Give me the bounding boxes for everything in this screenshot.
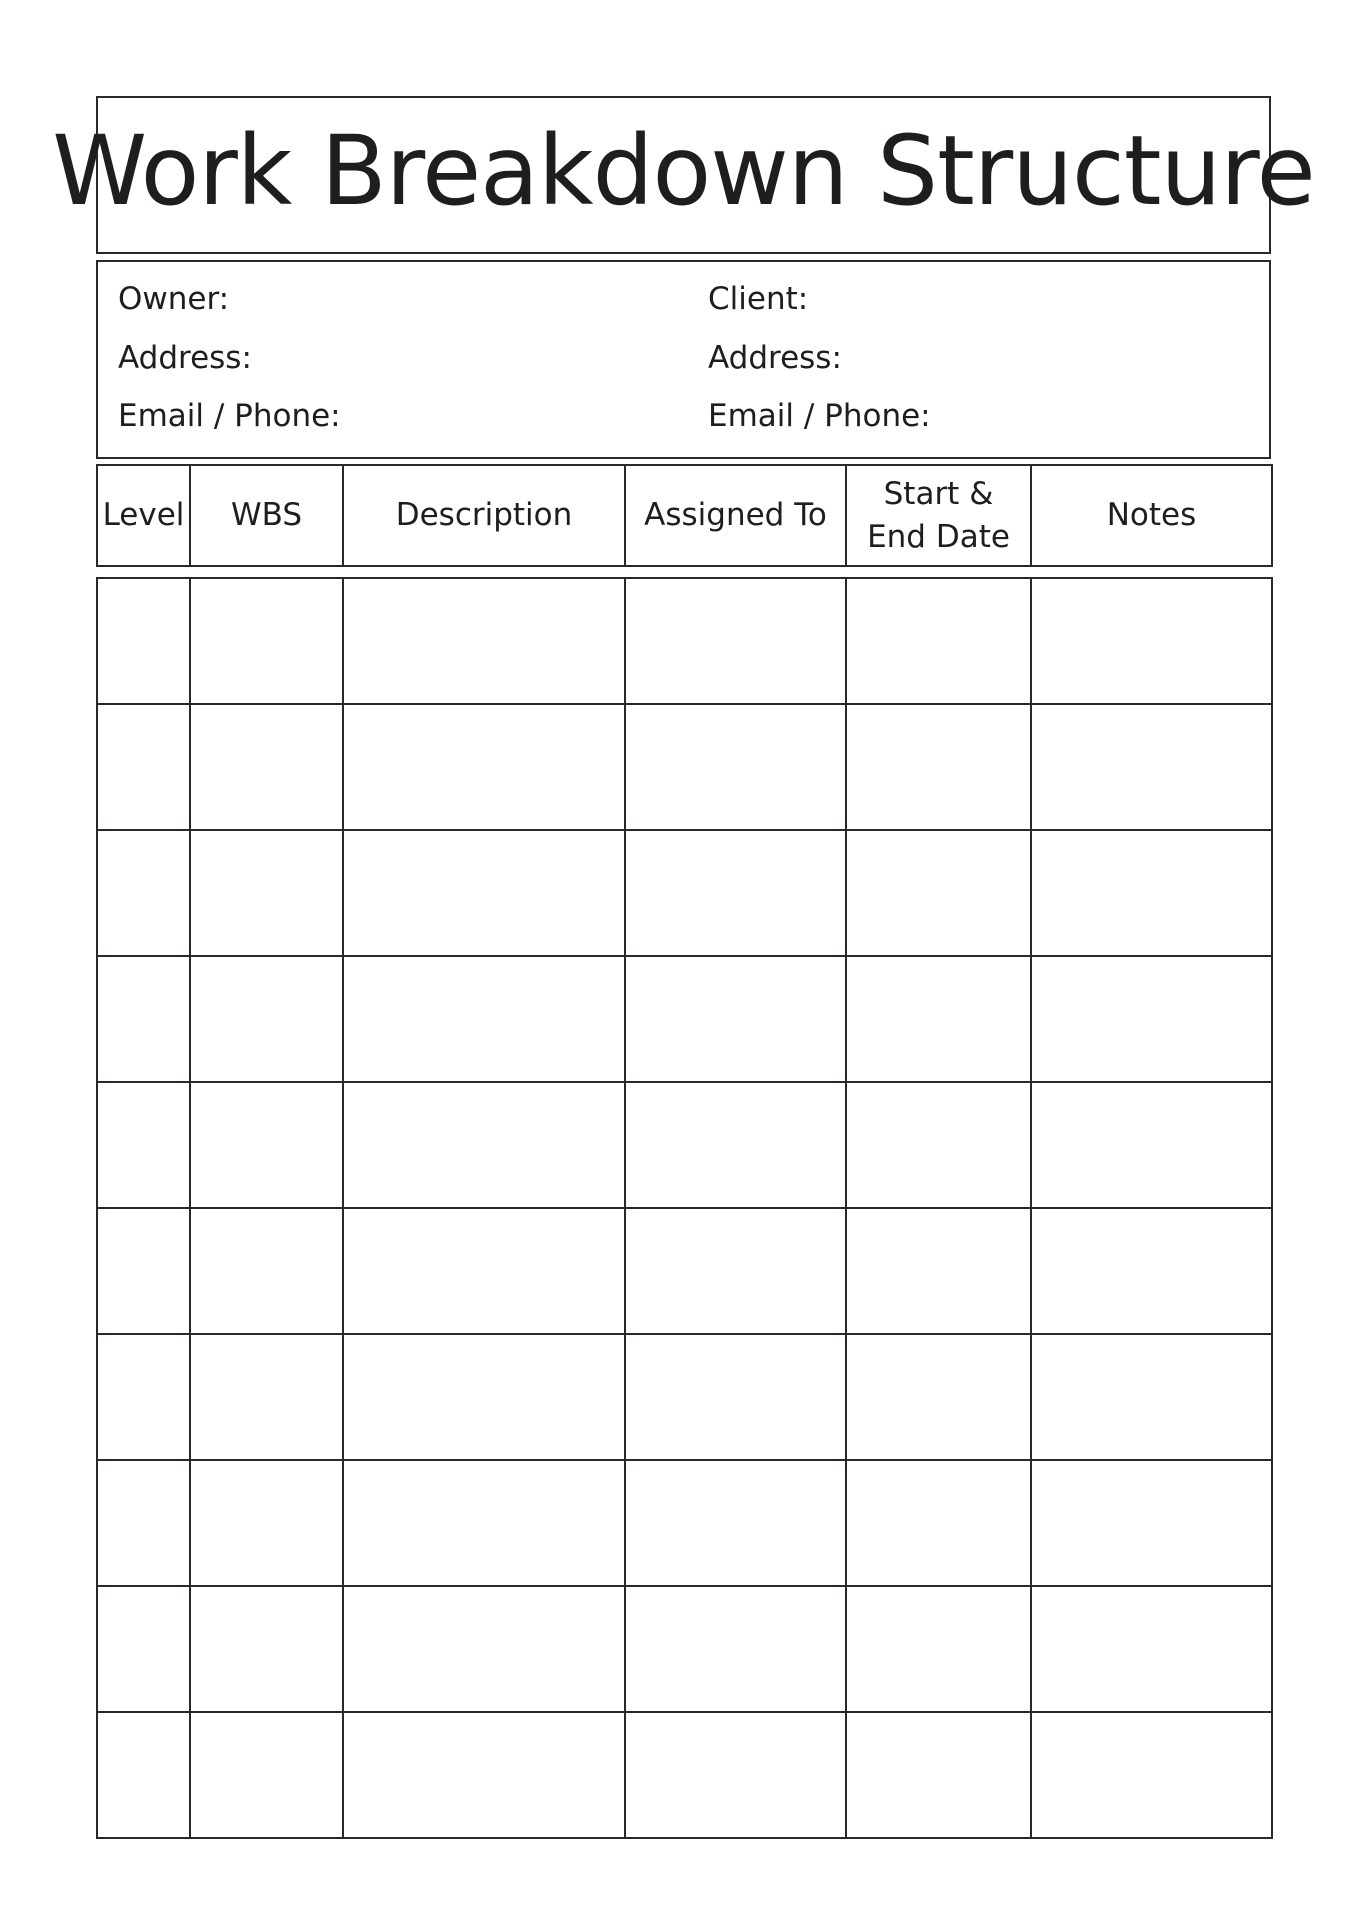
header-assigned-to: Assigned To [625,465,846,566]
start-end-date-cell[interactable] [846,1586,1031,1712]
table-row [97,578,1272,704]
owner-address-label: Address: [118,340,252,376]
header-description: Description [343,465,625,566]
start-end-date-cell[interactable] [846,1460,1031,1586]
wbs-cell[interactable] [190,578,343,704]
assigned-to-cell[interactable] [625,704,846,830]
wbs-cell[interactable] [190,1082,343,1208]
table-row [97,1082,1272,1208]
notes-cell[interactable] [1031,830,1272,956]
wbs-cell[interactable] [190,1460,343,1586]
notes-cell[interactable] [1031,1586,1272,1712]
start-end-date-cell[interactable] [846,1334,1031,1460]
description-cell[interactable] [343,1712,625,1838]
assigned-to-cell[interactable] [625,956,846,1082]
description-cell[interactable] [343,578,625,704]
wbs-header-table [96,464,1273,567]
wbs-cell[interactable] [190,1712,343,1838]
header-row [97,465,1272,566]
description-cell[interactable] [343,704,625,830]
assigned-to-cell[interactable] [625,1082,846,1208]
level-cell[interactable] [97,1712,190,1838]
contact-info-box [96,260,1271,459]
notes-cell[interactable] [1031,1334,1272,1460]
wbs-cell[interactable] [190,704,343,830]
description-cell[interactable] [343,1460,625,1586]
start-end-date-cell[interactable] [846,704,1031,830]
wbs-entry-table [96,577,1273,1839]
wbs-cell[interactable] [190,956,343,1082]
table-row [97,1208,1272,1334]
start-end-date-cell[interactable] [846,830,1031,956]
start-end-date-cell[interactable] [846,1712,1031,1838]
title-box [52,96,1315,254]
start-end-date-cell[interactable] [846,956,1031,1082]
assigned-to-cell[interactable] [625,830,846,956]
notes-cell[interactable] [1031,1712,1272,1838]
assigned-to-cell[interactable] [625,1460,846,1586]
level-cell[interactable] [97,830,190,956]
start-end-date-cell[interactable] [846,1082,1031,1208]
notes-cell[interactable] [1031,704,1272,830]
assigned-to-cell[interactable] [625,1712,846,1838]
start-end-date-cell[interactable] [846,578,1031,704]
page-title: Work Breakdown Structure [52,115,1315,227]
description-cell[interactable] [343,1334,625,1460]
owner-email-phone-label: Email / Phone: [118,398,341,434]
description-cell[interactable] [343,956,625,1082]
table-row [97,1334,1272,1460]
header-start-end-date: Start & End Date [846,465,1031,566]
assigned-to-cell[interactable] [625,578,846,704]
client-address-label: Address: [708,340,842,376]
wbs-cell[interactable] [190,1334,343,1460]
table-row [97,956,1272,1082]
level-cell[interactable] [97,1460,190,1586]
notes-cell[interactable] [1031,578,1272,704]
table-row [97,704,1272,830]
header-level: Level [97,465,190,566]
table-row [97,1712,1272,1838]
level-cell[interactable] [97,1334,190,1460]
level-cell[interactable] [97,578,190,704]
wbs-cell[interactable] [190,1208,343,1334]
notes-cell[interactable] [1031,1460,1272,1586]
level-cell[interactable] [97,956,190,1082]
description-cell[interactable] [343,1586,625,1712]
level-cell[interactable] [97,1082,190,1208]
wbs-cell[interactable] [190,830,343,956]
description-cell[interactable] [343,830,625,956]
table-row [97,1586,1272,1712]
notes-cell[interactable] [1031,1082,1272,1208]
owner-label: Owner: [118,281,230,317]
header-wbs: WBS [190,465,343,566]
description-cell[interactable] [343,1082,625,1208]
level-cell[interactable] [97,1586,190,1712]
notes-cell[interactable] [1031,1208,1272,1334]
client-label: Client: [708,281,809,317]
table-row [97,1460,1272,1586]
start-end-date-cell[interactable] [846,1208,1031,1334]
wbs-cell[interactable] [190,1586,343,1712]
client-email-phone-label: Email / Phone: [708,398,931,434]
level-cell[interactable] [97,1208,190,1334]
assigned-to-cell[interactable] [625,1208,846,1334]
assigned-to-cell[interactable] [625,1334,846,1460]
notes-cell[interactable] [1031,956,1272,1082]
table-row [97,830,1272,956]
assigned-to-cell[interactable] [625,1586,846,1712]
header-notes: Notes [1031,465,1272,566]
description-cell[interactable] [343,1208,625,1334]
level-cell[interactable] [97,704,190,830]
